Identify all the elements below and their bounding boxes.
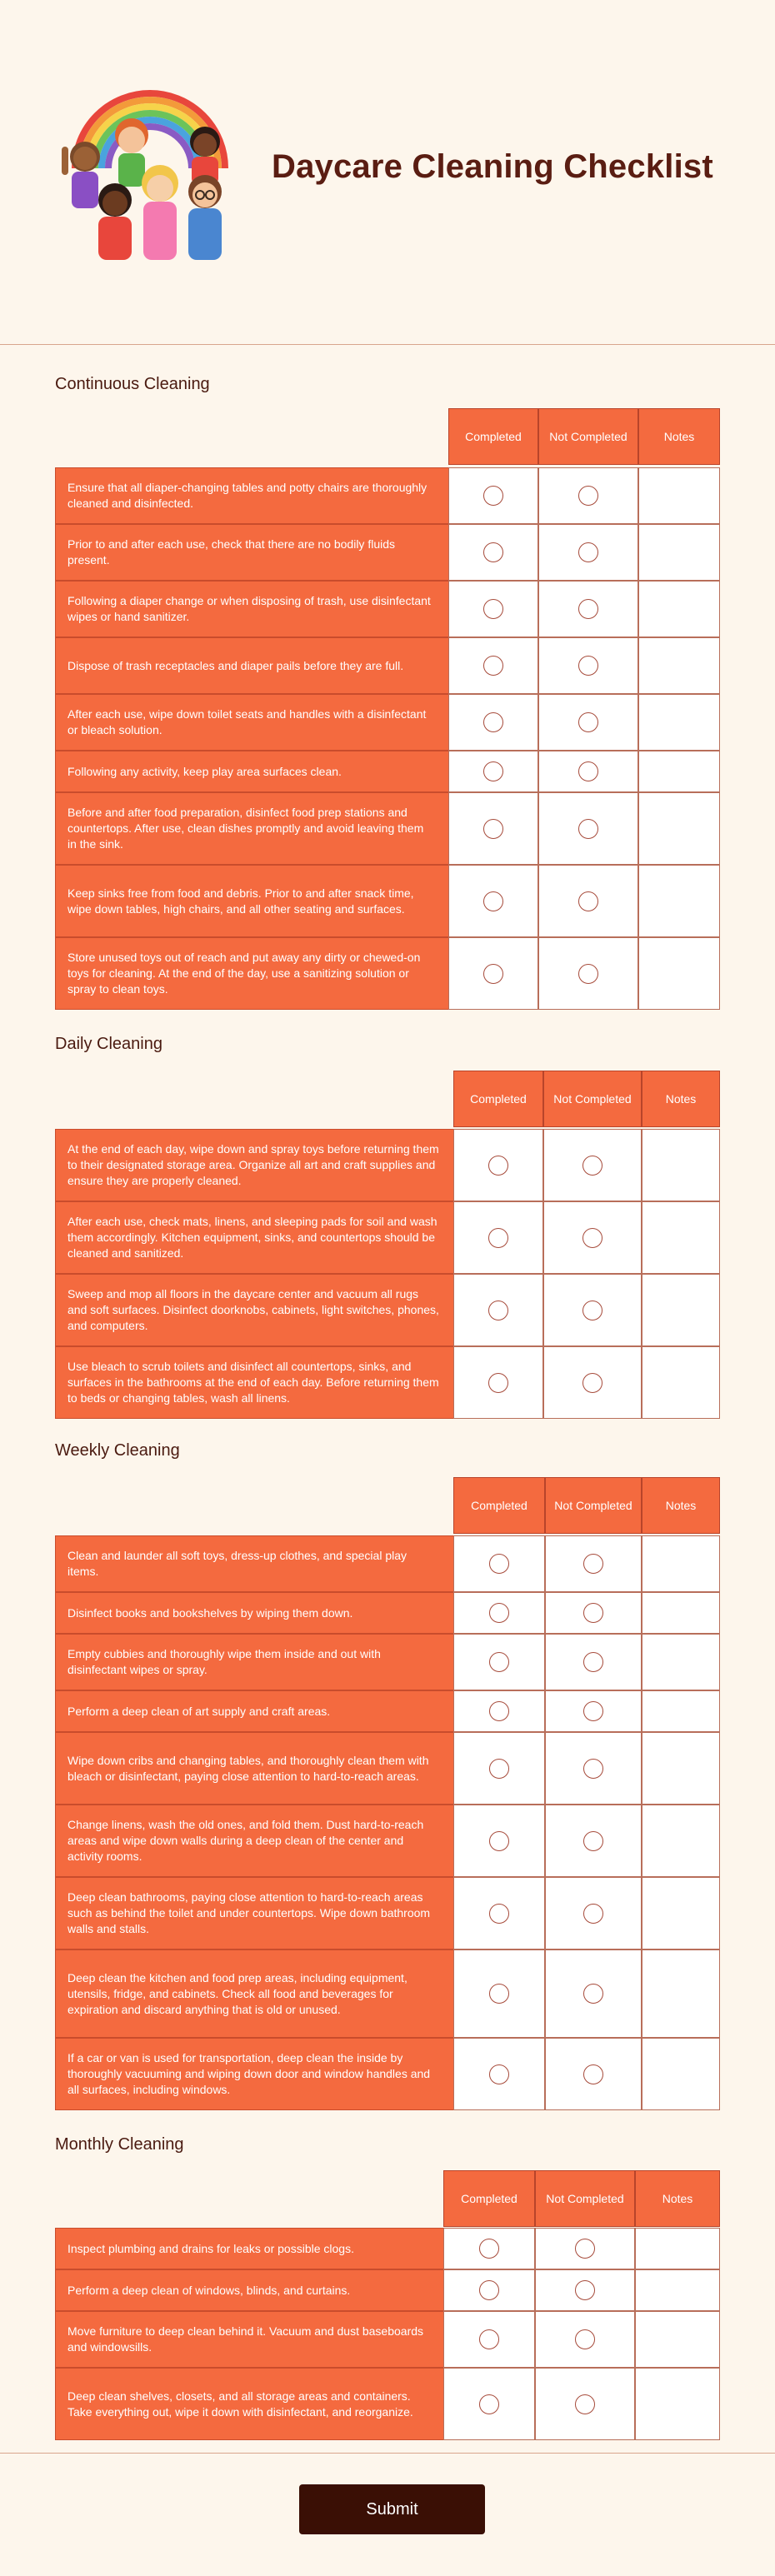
submit-button[interactable]: Submit [299, 2484, 485, 2534]
completed-radio[interactable] [489, 1831, 509, 1851]
completed-cell [453, 1805, 545, 1877]
completed-radio[interactable] [483, 542, 503, 562]
column-header-notes: Notes [642, 1477, 720, 1534]
notes-field[interactable] [642, 2038, 720, 2110]
checklist-item-label: If a car or van is used for transportation, deep clean the inside by thoroughly vacuuming and wiping down door and window handles and all surfaces, including windows. [55, 2038, 453, 2110]
not-completed-radio[interactable] [578, 542, 598, 562]
completed-cell [453, 1535, 545, 1592]
column-header-notes: Notes [635, 2170, 720, 2227]
column-header-not-completed: Not Completed [538, 408, 638, 465]
checklist-item-label: Keep sinks free from food and debris. Prior to and after snack time, wipe down tables, high chairs, and all other seating and surfaces. [55, 865, 448, 937]
notes-field[interactable] [642, 1732, 720, 1805]
section-title: Daily Cleaning [55, 1035, 162, 1053]
not-completed-cell [535, 2368, 635, 2440]
notes-field[interactable] [642, 1949, 720, 2038]
not-completed-cell [538, 792, 638, 865]
completed-cell [453, 1274, 543, 1346]
not-completed-cell [545, 1690, 642, 1732]
checklist-item-label: Perform a deep clean of windows, blinds, and curtains. [55, 2269, 443, 2311]
completed-radio[interactable] [488, 1373, 508, 1393]
not-completed-radio[interactable] [575, 2239, 595, 2259]
not-completed-cell [545, 1592, 642, 1634]
completed-cell [453, 1949, 545, 2038]
not-completed-radio[interactable] [582, 1373, 602, 1393]
column-header-not-completed: Not Completed [545, 1477, 642, 1534]
not-completed-radio[interactable] [583, 1652, 603, 1672]
not-completed-radio[interactable] [578, 486, 598, 506]
not-completed-cell [545, 1732, 642, 1805]
completed-cell [448, 751, 538, 792]
not-completed-cell [545, 1877, 642, 1949]
column-header-completed: Completed [453, 1477, 545, 1534]
completed-radio[interactable] [483, 599, 503, 619]
not-completed-cell [535, 2311, 635, 2368]
completed-radio[interactable] [483, 486, 503, 506]
checklist-item-label: Inspect plumbing and drains for leaks or possible clogs. [55, 2228, 443, 2269]
not-completed-radio[interactable] [582, 1156, 602, 1176]
not-completed-cell [545, 1805, 642, 1877]
checklist-item-label: Change linens, wash the old ones, and fold them. Dust hard-to-reach areas and wipe down walls during a deep clean of the center and activity rooms. [55, 1805, 453, 1877]
section-title: Weekly Cleaning [55, 1441, 180, 1460]
column-header-notes: Notes [642, 1071, 720, 1127]
checklist-item-label: Prior to and after each use, check that there are no bodily fluids present. [55, 524, 448, 581]
completed-cell [448, 581, 538, 637]
not-completed-cell [545, 1535, 642, 1592]
notes-field[interactable] [638, 524, 720, 581]
checklist-item-label: Following any activity, keep play area surfaces clean. [55, 751, 448, 792]
notes-field[interactable] [642, 1592, 720, 1634]
checklist-item-label: Deep clean bathrooms, paying close attention to hard-to-reach areas such as behind the toilet and under countertops. Wipe down bathroom walls and stalls. [55, 1877, 453, 1949]
completed-cell [453, 1690, 545, 1732]
notes-field[interactable] [635, 2311, 720, 2368]
column-header-completed: Completed [443, 2170, 535, 2227]
completed-cell [443, 2368, 535, 2440]
not-completed-radio[interactable] [582, 1228, 602, 1248]
not-completed-cell [538, 694, 638, 751]
not-completed-radio[interactable] [575, 2394, 595, 2414]
completed-radio[interactable] [488, 1228, 508, 1248]
header-divider [0, 344, 775, 345]
checklist-item-label: Deep clean shelves, closets, and all storage areas and containers. Take everything out, wipe it down with disinfectant, and reorganize. [55, 2368, 443, 2440]
not-completed-radio[interactable] [578, 891, 598, 911]
not-completed-cell [545, 1634, 642, 1690]
not-completed-radio[interactable] [583, 1904, 603, 1924]
completed-cell [453, 1592, 545, 1634]
not-completed-cell [538, 467, 638, 524]
completed-cell [453, 2038, 545, 2110]
notes-field[interactable] [638, 865, 720, 937]
completed-radio[interactable] [489, 1984, 509, 2004]
not-completed-radio[interactable] [583, 1603, 603, 1623]
completed-cell [448, 792, 538, 865]
notes-field[interactable] [642, 1690, 720, 1732]
column-header-notes: Notes [638, 408, 720, 465]
checklist-item-label: Dispose of trash receptacles and diaper pails before they are full. [55, 637, 448, 694]
not-completed-cell [545, 1949, 642, 2038]
not-completed-radio[interactable] [583, 1701, 603, 1721]
completed-cell [453, 1129, 543, 1201]
notes-field[interactable] [635, 2228, 720, 2269]
not-completed-radio[interactable] [578, 712, 598, 732]
completed-radio[interactable] [483, 819, 503, 839]
checklist-item-label: Use bleach to scrub toilets and disinfect all countertops, sinks, and surfaces in the bathrooms at the end of each day. Before returning them to beds or changing tables, wash all linens. [55, 1346, 453, 1419]
notes-field[interactable] [638, 467, 720, 524]
completed-cell [448, 694, 538, 751]
notes-field[interactable] [642, 1129, 720, 1201]
not-completed-cell [538, 637, 638, 694]
completed-cell [453, 1201, 543, 1274]
checklist-item-label: Ensure that all diaper-changing tables and potty chairs are thoroughly cleaned and disinfected. [55, 467, 448, 524]
not-completed-radio[interactable] [578, 599, 598, 619]
checklist-item-label: Clean and launder all soft toys, dress-up clothes, and special play items. [55, 1535, 453, 1592]
not-completed-cell [543, 1274, 642, 1346]
checklist-item-label: After each use, wipe down toilet seats and handles with a disinfectant or bleach solution. [55, 694, 448, 751]
form-header [0, 0, 775, 345]
not-completed-radio[interactable] [583, 2064, 603, 2084]
notes-field[interactable] [635, 2269, 720, 2311]
notes-field[interactable] [635, 2368, 720, 2440]
completed-cell [443, 2228, 535, 2269]
completed-radio[interactable] [483, 761, 503, 781]
not-completed-cell [538, 937, 638, 1010]
completed-cell [448, 524, 538, 581]
completed-radio[interactable] [483, 891, 503, 911]
not-completed-radio[interactable] [583, 1831, 603, 1851]
not-completed-cell [538, 524, 638, 581]
completed-radio[interactable] [489, 1701, 509, 1721]
notes-field[interactable] [638, 581, 720, 637]
checklist-item-label: Store unused toys out of reach and put away any dirty or chewed-on toys for cleaning. At the end of the day, use a sanitizing solution or spray to clean toys. [55, 937, 448, 1010]
checklist-item-label: Sweep and mop all floors in the daycare center and vacuum all rugs and soft surfaces. Disinfect doorknobs, cabinets, light switches, phones, and computers. [55, 1274, 453, 1346]
notes-field[interactable] [642, 1274, 720, 1346]
notes-field[interactable] [638, 694, 720, 751]
not-completed-cell [545, 2038, 642, 2110]
not-completed-cell [538, 751, 638, 792]
completed-radio[interactable] [489, 1554, 509, 1574]
column-header-completed: Completed [448, 408, 538, 465]
page-title: Daycare Cleaning Checklist [272, 148, 713, 185]
completed-cell [448, 937, 538, 1010]
not-completed-radio[interactable] [582, 1300, 602, 1320]
completed-cell [448, 865, 538, 937]
not-completed-cell [543, 1129, 642, 1201]
not-completed-radio[interactable] [583, 1984, 603, 2004]
completed-radio[interactable] [489, 1759, 509, 1779]
completed-radio[interactable] [479, 2394, 499, 2414]
column-header-not-completed: Not Completed [543, 1071, 642, 1127]
completed-radio[interactable] [488, 1300, 508, 1320]
column-header-not-completed: Not Completed [535, 2170, 635, 2227]
not-completed-radio[interactable] [575, 2329, 595, 2349]
not-completed-radio[interactable] [578, 656, 598, 676]
completed-cell [453, 1732, 545, 1805]
checklist-item-label: Wipe down cribs and changing tables, and thoroughly clean them with bleach or disinfectant, paying close attention to hard-to-reach areas. [55, 1732, 453, 1805]
checklist-item-label: Perform a deep clean of art supply and craft areas. [55, 1690, 453, 1732]
completed-radio[interactable] [489, 1603, 509, 1623]
completed-radio[interactable] [479, 2239, 499, 2259]
notes-field[interactable] [642, 1535, 720, 1592]
completed-radio[interactable] [483, 712, 503, 732]
checklist-item-label: Before and after food preparation, disinfect food prep stations and countertops. After use, clean dishes promptly and avoid leaving them in the sink. [55, 792, 448, 865]
completed-radio[interactable] [483, 964, 503, 984]
not-completed-cell [535, 2269, 635, 2311]
not-completed-radio[interactable] [583, 1554, 603, 1574]
checklist-item-label: Following a diaper change or when disposing of trash, use disinfectant wipes or hand sanitizer. [55, 581, 448, 637]
completed-radio[interactable] [489, 1652, 509, 1672]
checklist-item-label: Disinfect books and bookshelves by wiping them down. [55, 1592, 453, 1634]
notes-field[interactable] [642, 1346, 720, 1419]
notes-field[interactable] [638, 751, 720, 792]
column-header-completed: Completed [453, 1071, 543, 1127]
notes-field[interactable] [638, 637, 720, 694]
not-completed-radio[interactable] [575, 2280, 595, 2300]
notes-field[interactable] [638, 937, 720, 1010]
completed-cell [448, 637, 538, 694]
notes-field[interactable] [642, 1634, 720, 1690]
section-title: Continuous Cleaning [55, 375, 210, 393]
completed-radio[interactable] [489, 1904, 509, 1924]
not-completed-radio[interactable] [578, 819, 598, 839]
not-completed-cell [538, 581, 638, 637]
notes-field[interactable] [642, 1201, 720, 1274]
not-completed-cell [543, 1346, 642, 1419]
footer-divider [0, 2453, 775, 2454]
kids-rainbow-illustration [58, 77, 242, 260]
not-completed-cell [543, 1201, 642, 1274]
notes-field[interactable] [638, 792, 720, 865]
notes-field[interactable] [642, 1805, 720, 1877]
completed-radio[interactable] [489, 2064, 509, 2084]
completed-cell [443, 2311, 535, 2368]
completed-cell [453, 1634, 545, 1690]
checklist-item-label: Deep clean the kitchen and food prep areas, including equipment, utensils, fridge, and cabinets. Check all food and beverages for expiration and discard anything that is old or unused. [55, 1949, 453, 2038]
completed-cell [443, 2269, 535, 2311]
not-completed-radio[interactable] [578, 761, 598, 781]
completed-cell [453, 1346, 543, 1419]
not-completed-radio[interactable] [583, 1759, 603, 1779]
completed-radio[interactable] [488, 1156, 508, 1176]
not-completed-cell [535, 2228, 635, 2269]
section-title: Monthly Cleaning [55, 2135, 184, 2154]
checklist-item-label: At the end of each day, wipe down and spray toys before returning them to their designated storage area. Organize all art and craft supplies and ensure they are properly cleaned. [55, 1129, 453, 1201]
not-completed-radio[interactable] [578, 964, 598, 984]
checklist-item-label: Move furniture to deep clean behind it. Vacuum and dust baseboards and windowsills. [55, 2311, 443, 2368]
checklist-item-label: After each use, check mats, linens, and sleeping pads for soil and wash them accordingly. Kitchen equipment, sinks, and countertops should be cleaned and sanitized. [55, 1201, 453, 1274]
completed-radio[interactable] [479, 2280, 499, 2300]
not-completed-cell [538, 865, 638, 937]
completed-cell [448, 467, 538, 524]
notes-field[interactable] [642, 1877, 720, 1949]
completed-radio[interactable] [483, 656, 503, 676]
completed-radio[interactable] [479, 2329, 499, 2349]
checklist-item-label: Empty cubbies and thoroughly wipe them inside and out with disinfectant wipes or spray. [55, 1634, 453, 1690]
completed-cell [453, 1877, 545, 1949]
